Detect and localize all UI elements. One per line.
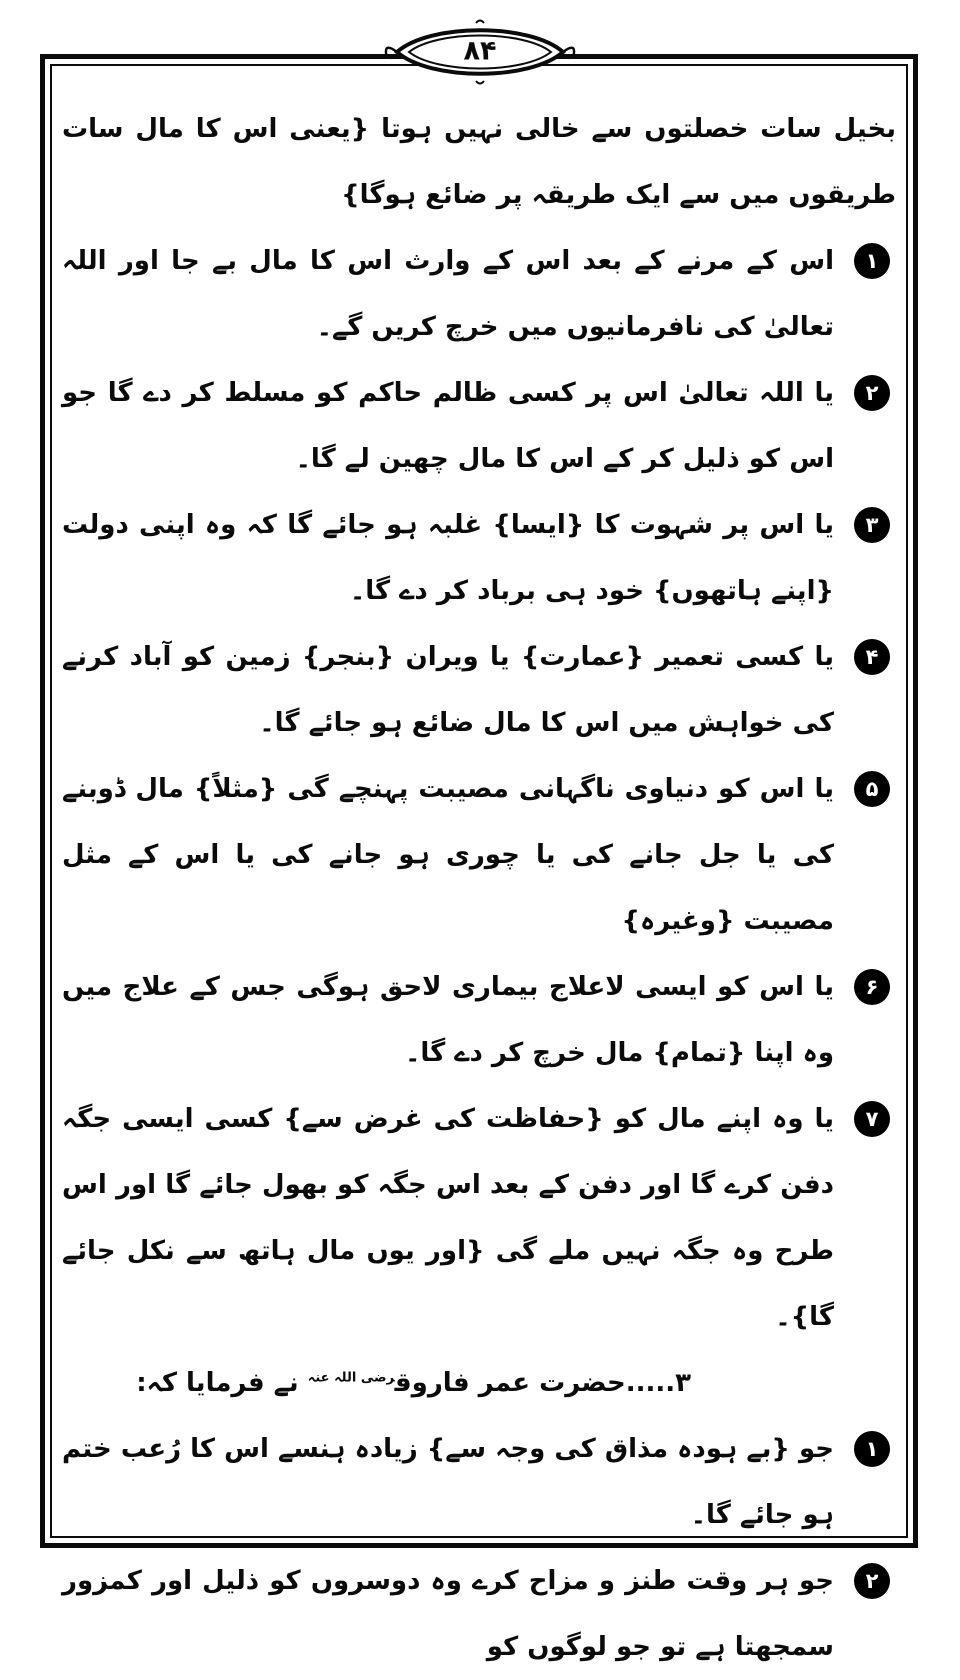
list-item-text: جو {بے ہودہ مذاق کی وجہ سے} زیادہ ہنسے اس کا رُعب ختم ہو جائے گا۔ [62,1434,834,1530]
item-number-badge: ۲ [854,375,890,411]
list-item-text: یا اس کو ایسی لاعلاج بیماری لاحق ہوگی جس کے علاج میں وہ اپنا {تمام} مال خرچ کر دے گا۔ [62,972,834,1068]
intro-paragraph: بخیل سات خصلتوں سے خالی نہیں ہوتا {یعنی اس کا مال سات طریقوں میں سے ایک طریقہ پر ضائع ہوگا} [62,114,896,210]
list-item-text: یا اللہ تعالیٰ اس پر کسی ظالم حاکم کو مسلط کر دے گا جو اس کو ذلیل کر کے اس کا مال چھین لے گا۔ [62,378,834,474]
honorific-mark: رضی اللہ عنہ [307,1370,395,1386]
list2-item-1 [62,1416,896,1548]
item-number-badge: ۲ [854,1563,890,1599]
item-number-badge: ۶ [854,969,890,1005]
list-item-3 [62,492,896,624]
list-item-text: یا اس پر شہوت کا {ایسا} غلبہ ہو جائے گا کہ وہ اپنی دولت {اپنے ہاتھوں} خود ہی برباد کر دے گا۔ [62,510,834,606]
item-number-badge: ۱ [854,1431,890,1467]
list-item-1 [62,228,896,360]
section-heading [62,1350,896,1416]
list-item-2 [62,360,896,492]
list-item-text: یا وہ اپنے مال کو {حفاظت کی غرض سے} کسی ایسی جگہ دفن کرے گا اور دفن کے بعد اس جگہ کو بھول جائے گا اور اس طرح وہ جگہ نہیں ملے گی {اور یوں مال ہاتھ سے نکل جائے گا}۔ [62,1104,834,1332]
page-number: ۸۴ [463,35,497,67]
section-number: ۳ [675,1368,691,1398]
heading-suffix: نے فرمایا کہ: [136,1368,299,1398]
item-number-badge: ۳ [854,507,890,543]
list-item-text: اس کے مرنے کے بعد اس کے وارث اس کا مال بے جا اور اللہ تعالیٰ کی نافرمانیوں میں خرچ کریں گے۔ [62,246,834,342]
page-content [62,96,896,1680]
leader-dots: ..... [625,1368,676,1398]
page-number-ornament [380,16,580,88]
list-item-5 [62,756,896,954]
item-number-badge: ۵ [854,771,890,807]
list2-item-2 [62,1548,896,1680]
list-item-text: جو ہر وقت طنز و مزاح کرے وہ دوسروں کو ذلیل اور کمزور سمجھتا ہے تو جو لوگوں کو [62,1566,834,1662]
item-number-badge: ۱ [854,243,890,279]
list-item-6 [62,954,896,1086]
list-item-text: یا کسی تعمیر {عمارت} یا ویران {بنجر} زمین کو آباد کرنے کی خواہش میں اس کا مال ضائع ہو جائے گا۔ [62,642,834,738]
list-item-4 [62,624,896,756]
list-item-text: یا اس کو دنیاوی ناگہانی مصیبت پہنچے گی {مثلاً} مال ڈوبنے کی یا جل جانے کی یا چوری ہو جانے کی یا اس کے مثل مصیبت {وغیرہ} [62,774,834,936]
heading-text: حضرت عمر فاروق [394,1368,626,1398]
item-number-badge: ۴ [854,639,890,675]
list-item-7 [62,1086,896,1350]
item-number-badge: ۷ [854,1101,890,1137]
